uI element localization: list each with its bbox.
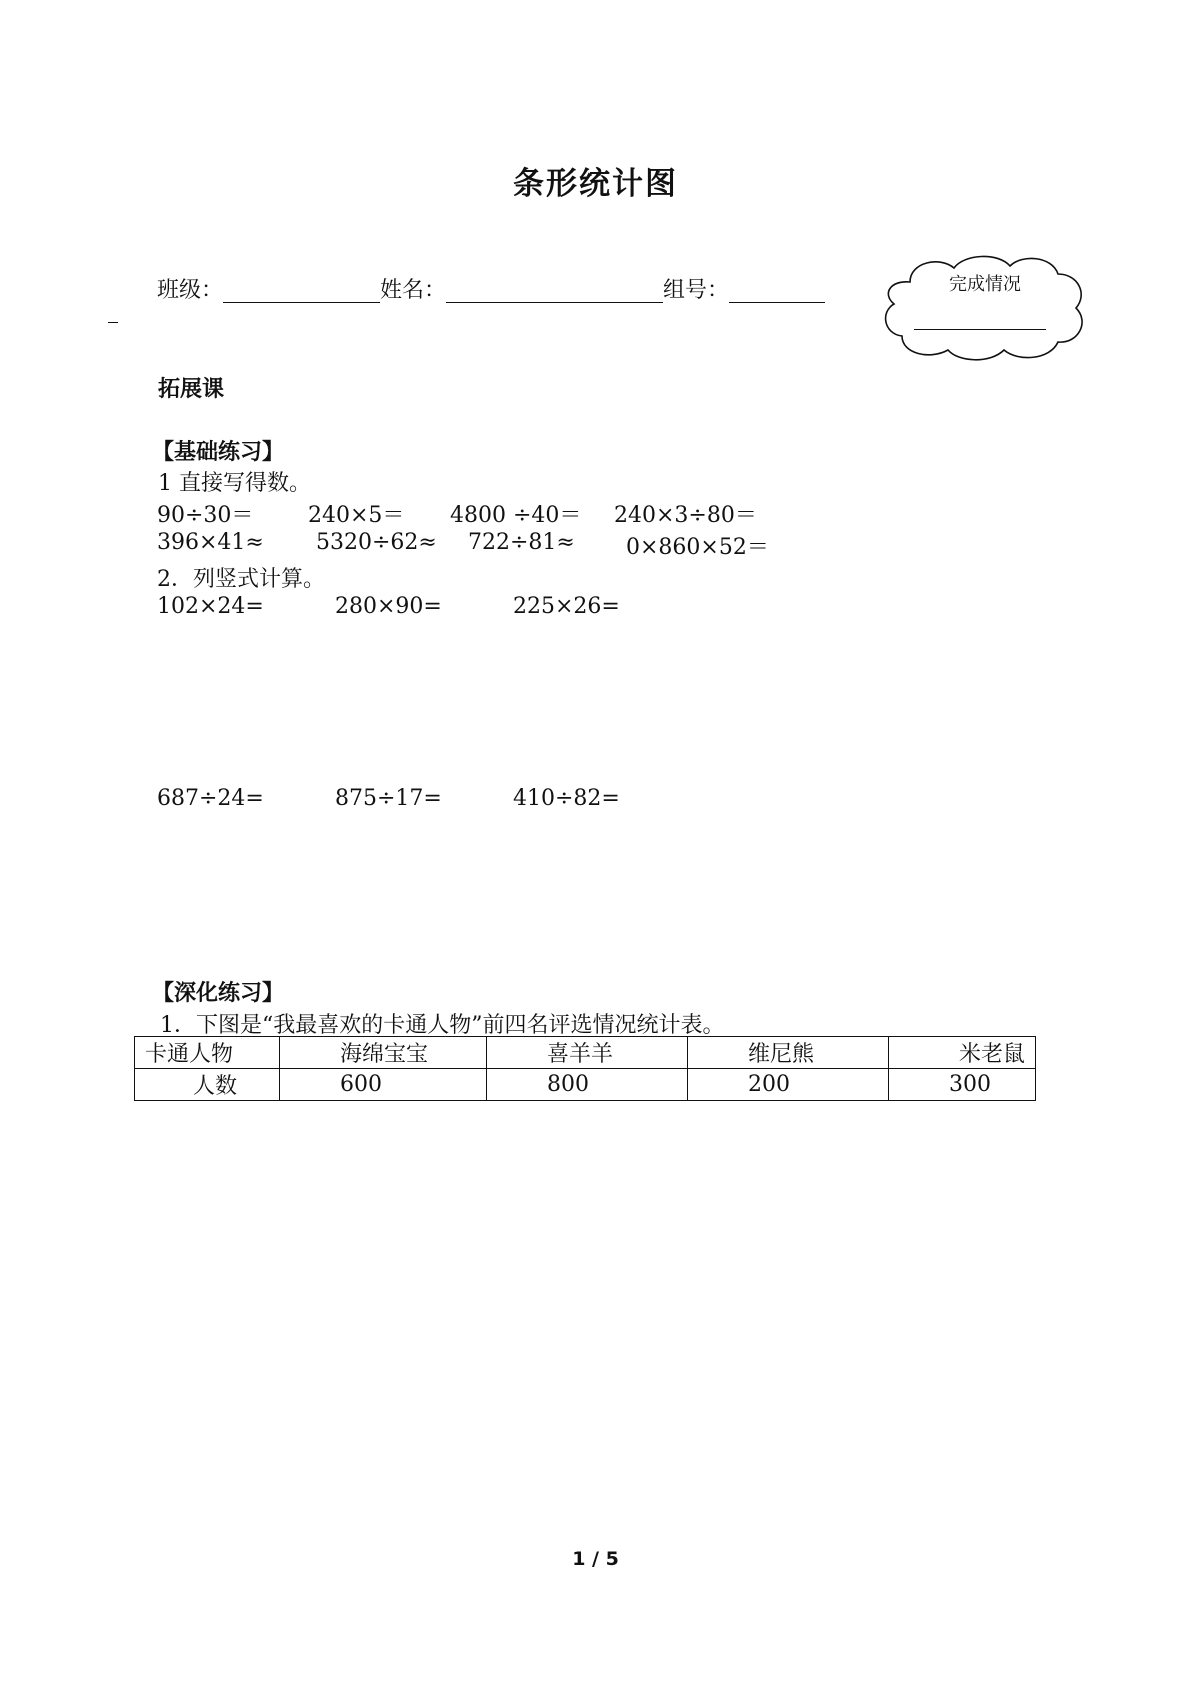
problem: 225×26= xyxy=(513,594,620,619)
problem: 4800 ÷40＝ xyxy=(450,503,582,528)
completion-cloud xyxy=(880,250,1090,365)
problem: 396×41≈ xyxy=(157,530,264,555)
problem: 687÷24= xyxy=(157,786,264,811)
table-cell: 喜羊羊 xyxy=(487,1037,688,1069)
page-title: 条形统计图 xyxy=(513,166,678,202)
problem: 240×5＝ xyxy=(308,503,405,528)
table-cell: 海绵宝宝 xyxy=(280,1037,487,1069)
student-info-row xyxy=(157,273,825,304)
problem: 280×90= xyxy=(335,594,442,619)
table-cell: 200 xyxy=(688,1069,889,1101)
table-cell: 600 xyxy=(280,1069,487,1101)
basic-q2-text: 2．列竖式计算。 xyxy=(157,567,325,592)
table-cell: 300 xyxy=(889,1069,1036,1101)
page-number: 1 / 5 xyxy=(572,1548,619,1570)
advanced-heading: 【深化练习】 xyxy=(152,980,285,1006)
completion-label: 完成情况 xyxy=(949,274,1021,295)
completion-blank[interactable] xyxy=(914,329,1046,330)
problem: 875÷17= xyxy=(335,786,442,811)
cloud-icon xyxy=(880,250,1090,365)
cartoon-vote-table xyxy=(134,1036,1036,1101)
table-cell: 800 xyxy=(487,1069,688,1101)
name-label: 姓名： xyxy=(380,278,447,303)
problem: 102×24= xyxy=(157,594,264,619)
group-label: 组号： xyxy=(663,278,730,303)
table-cell: 维尼熊 xyxy=(688,1037,889,1069)
problem: 240×3÷80＝ xyxy=(614,503,757,528)
table-cell: 人数 xyxy=(135,1069,280,1101)
problem: 5320÷62≈ xyxy=(316,530,437,555)
table-cell: 米老鼠 xyxy=(889,1037,1036,1069)
problem: 90÷30＝ xyxy=(157,503,254,528)
group-blank[interactable] xyxy=(729,278,825,303)
stray-dash xyxy=(108,322,118,323)
class-label: 班级： xyxy=(157,278,224,303)
problem: 722÷81≈ xyxy=(468,530,575,555)
table-row xyxy=(135,1069,1036,1101)
lesson-label: 拓展课 xyxy=(158,376,225,402)
name-blank[interactable] xyxy=(446,278,663,303)
table-cell: 卡通人物 xyxy=(135,1037,280,1069)
class-blank[interactable] xyxy=(223,278,380,303)
table-row xyxy=(135,1037,1036,1069)
problem: 0×860×52＝ xyxy=(626,535,769,560)
basic-heading: 【基础练习】 xyxy=(152,439,285,465)
advanced-q1-text: 1．下图是“我最喜欢的卡通人物”前四名评选情况统计表。 xyxy=(160,1013,725,1038)
basic-q1-text: 1 直接写得数。 xyxy=(158,471,311,496)
problem: 410÷82= xyxy=(513,786,620,811)
